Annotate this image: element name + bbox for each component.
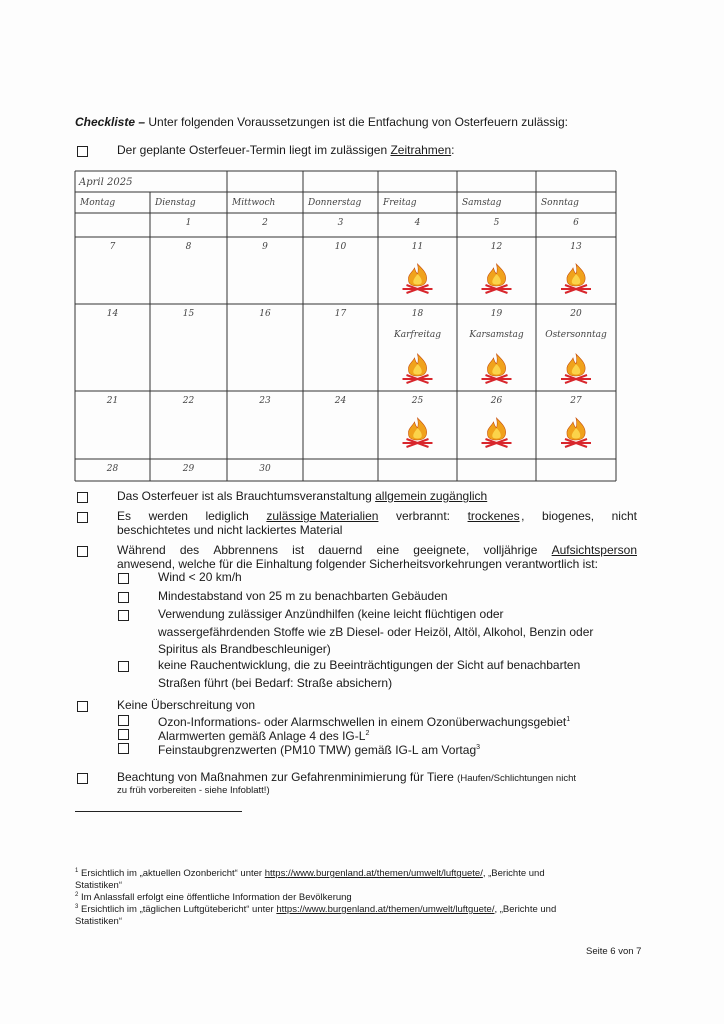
sub-dust [158, 740, 480, 758]
ozone-footnote-ref: 1 [566, 716, 571, 723]
day-26: 26 [490, 396, 503, 406]
zulaessige-materialien-link[interactable]: zulässige Materialien [266, 509, 379, 523]
checkbox-smoke[interactable] [118, 661, 129, 672]
day-20: 20 [570, 309, 582, 319]
fn1-link[interactable]: https://www.burgenland.at/themen/umwelt/luftguete/ [264, 868, 483, 880]
fn3-a: Ersichtlich im „täglichen Luftgütebericht“ unter [78, 904, 277, 916]
sub-aids-l3: Spiritus als Brandbeschleuniger) [158, 642, 331, 656]
heading-bold: Checkliste – [75, 115, 146, 129]
item-animals [117, 770, 576, 786]
weekday-dienstag: Dienstag [155, 198, 196, 208]
heading-text: Unter folgenden Voraussetzungen ist die Entfachung von Osterfeuern zulässig: [145, 115, 568, 129]
campfire-icon [403, 264, 433, 293]
weekday-freitag: Freitag [383, 198, 417, 208]
alarm-text: Alarmwerten gemäß Anlage 4 des IG-L [158, 729, 366, 743]
allgemein-zugaenglich-link[interactable]: allgemein zugänglich [375, 489, 488, 503]
day-10: 10 [334, 242, 347, 252]
material-w5: , [521, 509, 525, 523]
sub-aids-l1: Verwendung zulässiger Anzündhilfen (keine leicht flüchtigen oder [158, 607, 504, 621]
day-29: 29 [182, 464, 195, 474]
day-11: 11 [411, 242, 424, 252]
day-12: 12 [490, 242, 503, 252]
day-1: 1 [185, 218, 192, 228]
item-public [117, 489, 487, 504]
day-24: 24 [334, 396, 347, 406]
day-15: 15 [182, 309, 195, 319]
supervision-w4: ist [292, 543, 305, 557]
checkbox-limits[interactable] [77, 701, 88, 712]
alarm-footnote-ref: 2 [365, 730, 370, 737]
sub-smoke-l2: Straßen führt (bei Bedarf: Straße absichern) [158, 676, 393, 690]
item-public-text: Das Osterfeuer ist als Brauchtumsveranstaltung [117, 489, 376, 503]
fn2-text: Im Anlassfall erfolgt eine öffentliche Information der Bevölkerung [78, 892, 352, 904]
weekday-samstag: Samstag [462, 198, 502, 208]
fn1-c: Statistiken“ [75, 880, 122, 892]
checkbox-aids[interactable] [118, 610, 129, 621]
checkbox-material[interactable] [77, 512, 88, 523]
fn1-b: , „Berichte und [482, 868, 545, 880]
calendar-month: April 2025 [79, 177, 133, 188]
item-material-line2: beschichtetes und nicht lackiertes Material [117, 523, 343, 537]
checkbox-animals[interactable] [77, 773, 88, 784]
item-supervision-line1 [117, 543, 637, 558]
day-30: 30 [259, 464, 271, 474]
sub-smoke-l1: keine Rauchentwicklung, die zu Beeinträchtigungen der Sicht auf benachbarten [158, 658, 581, 672]
dust-text: Feinstaubgrenzwerten (PM10 TMW) gemäß IG-L am Vortag [158, 743, 477, 757]
checkbox-dust[interactable] [118, 743, 129, 754]
fn2-sup: 2 [75, 892, 79, 898]
campfire-icon [403, 354, 433, 383]
item-date-text: Der geplante Osterfeuer-Termin liegt im zulässigen [117, 143, 391, 157]
campfire-icon [561, 264, 591, 293]
day-7: 7 [109, 242, 116, 252]
day-19: 19 [490, 309, 503, 319]
day-5: 5 [493, 218, 500, 228]
day-25: 25 [411, 396, 424, 406]
fn3-b: , „Berichte und [494, 904, 557, 916]
day-8: 8 [185, 242, 192, 252]
dust-footnote-ref: 3 [476, 744, 481, 751]
checkbox-public[interactable] [77, 492, 88, 503]
supervision-w8: volljährige [483, 543, 538, 557]
supervision-w3: Abbrennens [213, 543, 279, 557]
checkbox-alarm[interactable] [118, 729, 129, 740]
animals-small-l2: zu früh vorbereiten - siehe Infoblatt!) [117, 785, 270, 796]
material-w3: lediglich [205, 509, 249, 523]
day-3: 3 [337, 218, 344, 228]
supervision-w1: Während [117, 543, 166, 557]
weekday-montag: Montag [80, 198, 116, 208]
campfire-icon [482, 418, 512, 447]
sub-distance: Mindestabstand von 25 m zu benachbarten Gebäuden [158, 589, 448, 603]
label-ostersonntag: Ostersonntag [545, 330, 607, 340]
material-w1: Es [117, 509, 132, 523]
checkbox-wind[interactable] [118, 573, 129, 584]
item-material-line1 [117, 509, 637, 524]
weekday-sonntag: Sonntag [541, 198, 579, 208]
day-16: 16 [259, 309, 271, 319]
day-4: 4 [414, 218, 421, 228]
animals-small-l1: (Haufen/Schlichtungen nicht [457, 773, 576, 784]
fn3-c: Statistiken“ [75, 916, 122, 928]
weekday-mittwoch: Mittwoch [232, 198, 276, 208]
campfire-icon [482, 264, 512, 293]
day-17: 17 [334, 309, 347, 319]
material-w7: nicht [611, 509, 637, 523]
campfire-icon [561, 354, 591, 383]
day-13: 13 [570, 242, 582, 252]
fn3-sup: 3 [75, 904, 79, 910]
campfire-icon [482, 354, 512, 383]
day-2: 2 [262, 218, 268, 228]
day-6: 6 [573, 218, 579, 228]
day-14: 14 [106, 309, 119, 319]
ozone-text: Ozon-Informations- oder Alarmschwellen in einem Ozonüberwachungsgebiet [158, 715, 567, 729]
sub-wind: Wind < 20 km/h [158, 570, 242, 584]
day-22: 22 [182, 396, 195, 406]
item-date-after: : [451, 143, 455, 157]
supervision-w2: des [179, 543, 200, 557]
material-w2: werden [148, 509, 188, 523]
day-9: 9 [262, 242, 268, 252]
fn1-sup: 1 [75, 868, 79, 874]
fn1-a: Ersichtlich im „aktuellen Ozonbericht“ unter [78, 868, 265, 880]
campfire-icon [561, 418, 591, 447]
campfire-icon [403, 418, 433, 447]
day-27: 27 [570, 396, 582, 406]
supervision-w5: dauernd [318, 543, 363, 557]
page-number: Seite 6 von 7 [586, 946, 642, 957]
day-18: 18 [411, 309, 424, 319]
checkbox-ozone[interactable] [118, 715, 129, 726]
checkbox-supervision[interactable] [77, 546, 88, 557]
footnote-separator [75, 811, 242, 812]
material-w6: biogenes, [542, 509, 595, 523]
label-karsamstag: Karsamstag [469, 330, 524, 340]
day-28: 28 [106, 464, 119, 474]
day-21: 21 [106, 396, 119, 406]
supervision-w7: geeignete, [413, 543, 470, 557]
trockenes-link[interactable]: trockenes [467, 509, 520, 523]
april-calendar [0, 0, 724, 500]
item-supervision-line2: anwesend, welche für die Einhaltung folgender Sicherheitsvorkehrungen verantwortlich ist: [117, 557, 598, 571]
day-23: 23 [259, 396, 271, 406]
fn3-link[interactable]: https://www.burgenland.at/themen/umwelt/luftguete/ [276, 904, 495, 916]
sub-aids-l2: wassergefährdenden Stoffe wie zB Diesel- oder Heizöl, Altöl, Alkohol, Benzin oder [158, 625, 594, 639]
checkbox-distance[interactable] [118, 592, 129, 603]
weekday-donnerstag: Donnerstag [308, 198, 362, 208]
item-limits-title: Keine Überschreitung von [117, 698, 256, 712]
zeitrahmen-link[interactable]: Zeitrahmen [390, 143, 452, 157]
label-karfreitag: Karfreitag [394, 330, 441, 340]
animals-text: Beachtung von Maßnahmen zur Gefahrenminimierung für Tiere [117, 770, 458, 784]
footnote-3 [75, 901, 635, 928]
aufsichtsperson-link[interactable]: Aufsichtsperson [551, 543, 637, 557]
material-w4: verbrannt: [395, 509, 451, 523]
supervision-w6: eine [376, 543, 400, 557]
